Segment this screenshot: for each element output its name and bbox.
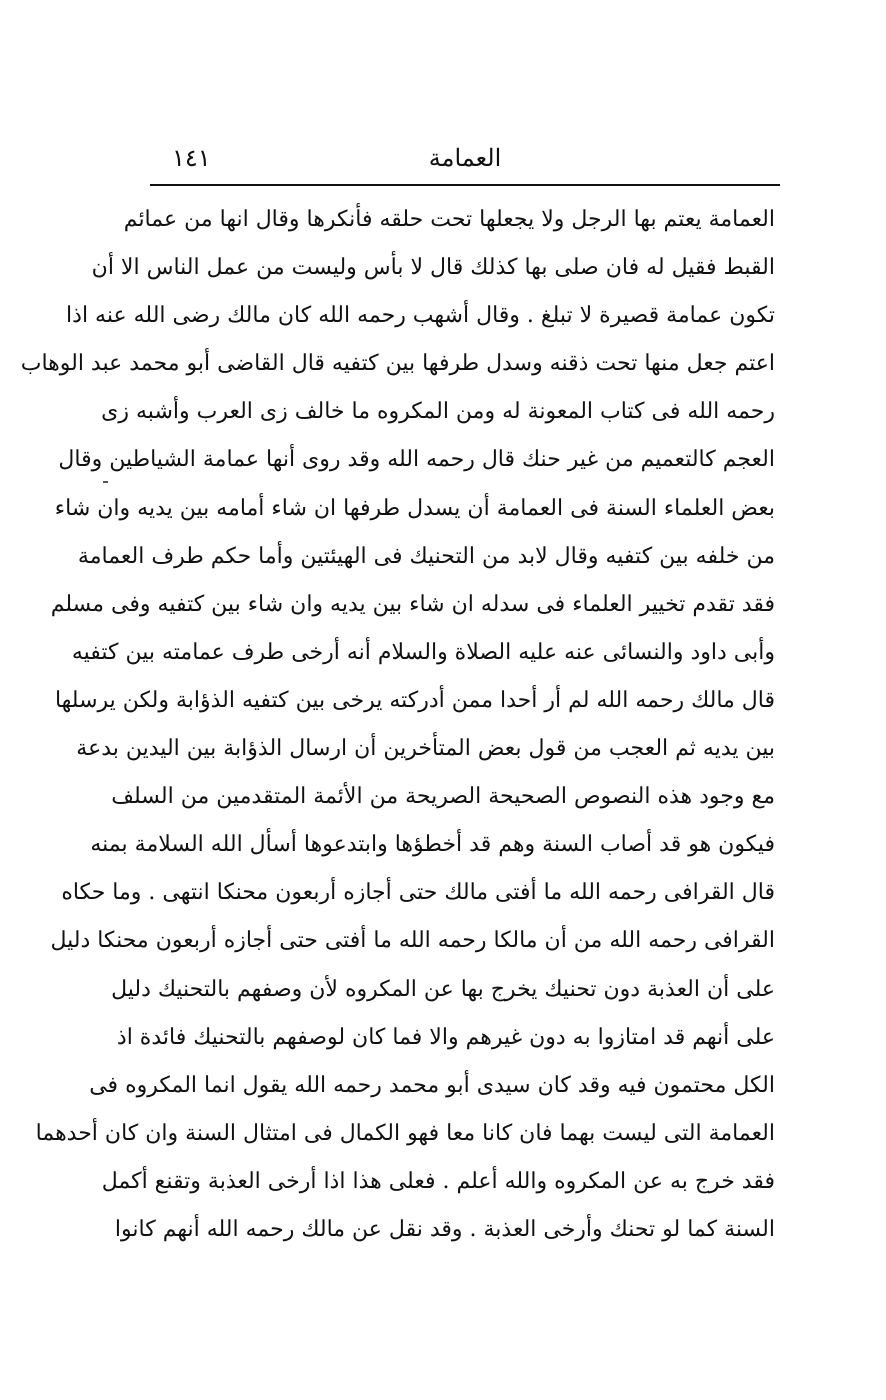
text-line: القبط فقيل له فان صلى بها كذلك قال لا بأس وليست من عمل الناس الا أن: [91, 255, 775, 281]
text-line: فقد خرج به عن المكروه والله أعلم . فعلى هذا اذا أرخى العذبة وتقنع أكمل: [101, 1168, 775, 1194]
text-line: العجم كالتعميم من غير حنك قال رحمه الله وقد روى أنها عمامة الشياطين وقال: [58, 447, 775, 473]
page-number: ١٤١: [172, 144, 211, 172]
text-line: العمامة التى ليست بهما فان كانا معا فهو الكمال فى امتثال السنة وان كان أحدهما: [35, 1120, 775, 1146]
running-header: [150, 140, 780, 176]
text-line: فيكون هو قد أصاب السنة وهم قد أخطؤها وابتدعوها أسأل الله السلامة بمنه: [90, 832, 775, 858]
text-line: العمامة يعتم بها الرجل ولا يجعلها تحت حلقه فأنكرها وقال انها من عمائم: [123, 207, 775, 232]
text-line: على أن العذبة دون تحنيك يخرج بها عن المكروه لأن وصفهم بالتحنيك دليل: [111, 976, 775, 1002]
text-line: وأبى داود والنسائى عنه عليه الصلاة والسلام أنه أرخى طرف عمامته بين كتفيه: [71, 639, 775, 665]
text-line: قال مالك رحمه الله لم أر أحدا ممن أدركته يرخى بين كتفيه الذؤابة ولكن يرسلها: [54, 687, 775, 713]
header-rule: [150, 184, 780, 186]
text-line: مع وجود هذه النصوص الصحيحة الصريحة من الأئمة المتقدمين من السلف: [111, 784, 775, 810]
text-line: القرافى رحمه الله من أن مالكا رحمه الله ما أفتى حتى أجازه أربعون محنكا دليل: [50, 928, 775, 954]
text-line: الكل محتمون فيه وقد كان سيدى أبو محمد رحمه الله يقول انما المكروه فى: [89, 1072, 775, 1098]
text-line: قال القرافى رحمه الله ما أفتى مالك حتى أجازه أربعون محنكا انتهى . وما حكاه: [61, 880, 775, 906]
text-line: السنة كما لو تحنك وأرخى العذبة . وقد نقل عن مالك رحمه الله أنهم كانوا: [114, 1216, 775, 1242]
text-line: بعض العلماء السنة فى العمامة أن يسدل طرفها ان شاء أمامه بين يديه وان شاء: [54, 495, 775, 521]
text-line: رحمه الله فى كتاب المعونة له ومن المكروه ما خالف زى العرب وأشبه زى: [101, 399, 775, 425]
text-line: بين يديه ثم العجب من قول بعض المتأخرين أن ارسال الذؤابة بين اليدين بدعة: [76, 736, 775, 762]
body-text: [20, 196, 775, 1254]
text-line: على أنهم قد امتازوا به دون غيرهم والا فما كان لوصفهم بالتحنيك فائدة اذ: [116, 1024, 775, 1050]
text-line: فقد تقدم تخيير العلماء فى سدله ان شاء بين يديه وان شاء بين كتفيه وفى مسلم: [50, 591, 775, 617]
text-line: من خلفه بين كتفيه وقال لابد من التحنيك فى الهيئتين وأما حكم طرف العمامة: [77, 543, 775, 569]
text-line: تكون عمامة قصيرة لا تبلغ . وقال أشهب رحمه الله كان مالك رضى الله عنه اذا: [66, 303, 775, 329]
text-line: اعتم جعل منها تحت ذقنه وسدل طرفها بين كتفيه قال القاضى أبو محمد عبد الوهاب: [20, 351, 775, 377]
chapter-title: العمامة: [428, 144, 502, 172]
